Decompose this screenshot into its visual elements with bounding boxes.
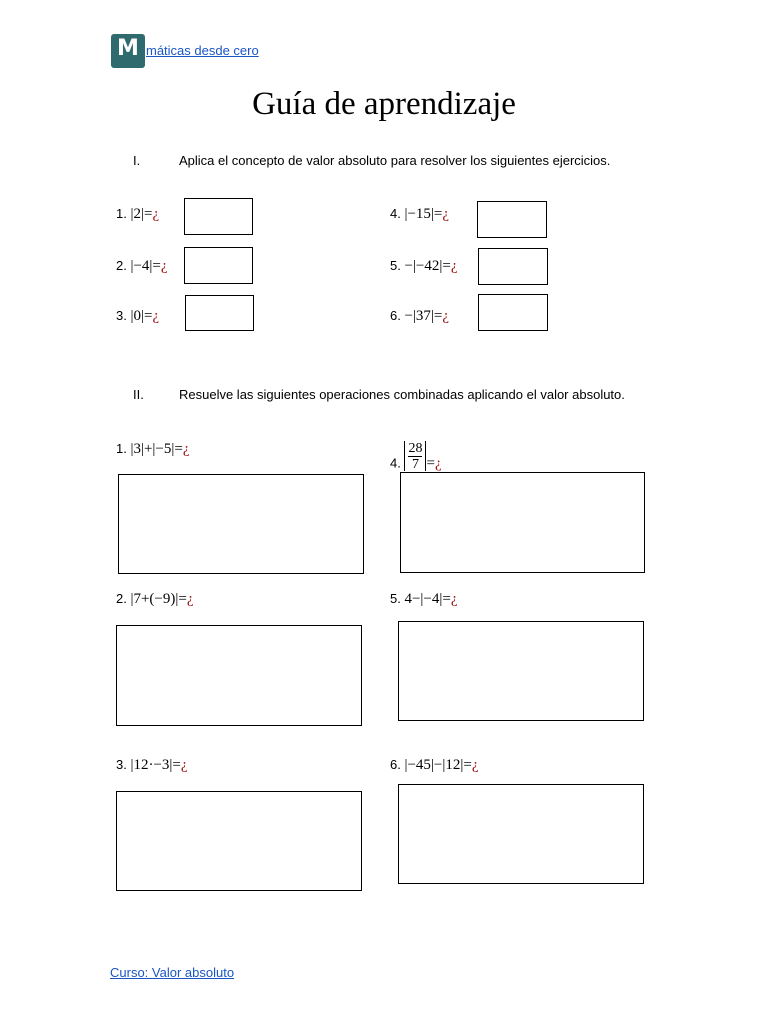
question-mark: ¿ xyxy=(450,591,458,607)
question-mark: ¿ xyxy=(434,455,442,472)
question-mark: ¿ xyxy=(471,757,479,773)
s1-exercise-6 xyxy=(390,308,449,325)
exercise-number: 5. xyxy=(390,258,401,273)
section2-instruction: Resuelve las siguientes operaciones combinadas aplicando el valor absoluto. xyxy=(179,387,625,402)
exercise-expression: |2|= xyxy=(130,206,153,222)
s1-answer-box-4[interactable] xyxy=(477,201,547,238)
exercise-expression: |7+(−9)|= xyxy=(130,591,187,607)
s1-answer-box-3[interactable] xyxy=(185,295,254,331)
question-mark: ¿ xyxy=(442,206,450,222)
exercise-expression: |3|+|−5|= xyxy=(130,441,183,457)
s2-exercise-6 xyxy=(390,757,479,774)
s1-answer-box-2[interactable] xyxy=(184,247,253,284)
logo-letter: M xyxy=(117,36,139,61)
question-mark: ¿ xyxy=(442,308,450,324)
exercise-number: 6. xyxy=(390,757,401,772)
question-mark: ¿ xyxy=(186,591,194,607)
brand-link[interactable]: máticas desde cero xyxy=(146,43,259,58)
s2-exercise-1 xyxy=(116,441,190,458)
exercise-expression: |12·−3|= xyxy=(130,757,181,773)
exercise-number: 5. xyxy=(390,591,401,606)
fraction-absolute xyxy=(404,441,426,471)
exercise-expression: 4−|−4|= xyxy=(404,591,451,607)
section2-number: II. xyxy=(133,387,144,402)
section1-instruction: Aplica el concepto de valor absoluto para resolver los siguientes ejercicios. xyxy=(179,153,611,168)
question-mark: ¿ xyxy=(182,441,190,457)
s2-answer-box-1[interactable] xyxy=(118,474,364,574)
exercise-number: 4. xyxy=(390,455,401,471)
exercise-number: 3. xyxy=(116,308,127,323)
exercise-number: 6. xyxy=(390,308,401,323)
s1-answer-box-1[interactable] xyxy=(184,198,253,235)
exercise-number: 1. xyxy=(116,441,127,456)
s1-exercise-1 xyxy=(116,206,159,223)
fraction-numerator: 28 xyxy=(408,441,423,456)
fraction-denominator: 7 xyxy=(411,457,419,471)
s1-exercise-4 xyxy=(390,206,449,223)
s2-exercise-4 xyxy=(390,441,442,473)
s1-exercise-2 xyxy=(116,258,168,275)
s1-answer-box-5[interactable] xyxy=(478,248,548,285)
s2-exercise-5 xyxy=(390,591,458,608)
s2-answer-box-4[interactable] xyxy=(400,472,645,573)
question-mark: ¿ xyxy=(160,258,168,274)
exercise-number: 3. xyxy=(116,757,127,772)
s2-answer-box-5[interactable] xyxy=(398,621,644,721)
s1-exercise-5 xyxy=(390,258,458,275)
s2-exercise-3 xyxy=(116,757,188,774)
page-title: Guía de aprendizaje xyxy=(252,86,516,122)
s1-answer-box-6[interactable] xyxy=(478,294,548,331)
exercise-expression: |−15|= xyxy=(404,206,443,222)
exercise-expression: −|−42|= xyxy=(404,258,451,274)
brand-logo xyxy=(111,34,145,68)
question-mark: ¿ xyxy=(152,206,160,222)
exercise-expression: −|37|= xyxy=(404,308,443,324)
question-mark: ¿ xyxy=(152,308,160,324)
exercise-expression: = xyxy=(426,455,435,472)
s1-exercise-3 xyxy=(116,308,159,325)
s2-answer-box-6[interactable] xyxy=(398,784,644,884)
exercise-number: 2. xyxy=(116,591,127,606)
course-link[interactable]: Curso: Valor absoluto xyxy=(110,965,235,980)
question-mark: ¿ xyxy=(450,258,458,274)
s2-answer-box-2[interactable] xyxy=(116,625,362,726)
s2-exercise-2 xyxy=(116,591,194,608)
exercise-number: 1. xyxy=(116,206,127,221)
question-mark: ¿ xyxy=(180,757,188,773)
exercise-expression: |−4|= xyxy=(130,258,161,274)
section1-number: I. xyxy=(133,153,141,168)
exercise-number: 4. xyxy=(390,206,401,221)
exercise-number: 2. xyxy=(116,258,127,273)
s2-answer-box-3[interactable] xyxy=(116,791,362,891)
exercise-expression: |−45|−|12|= xyxy=(404,757,472,773)
exercise-expression: |0|= xyxy=(130,308,153,324)
